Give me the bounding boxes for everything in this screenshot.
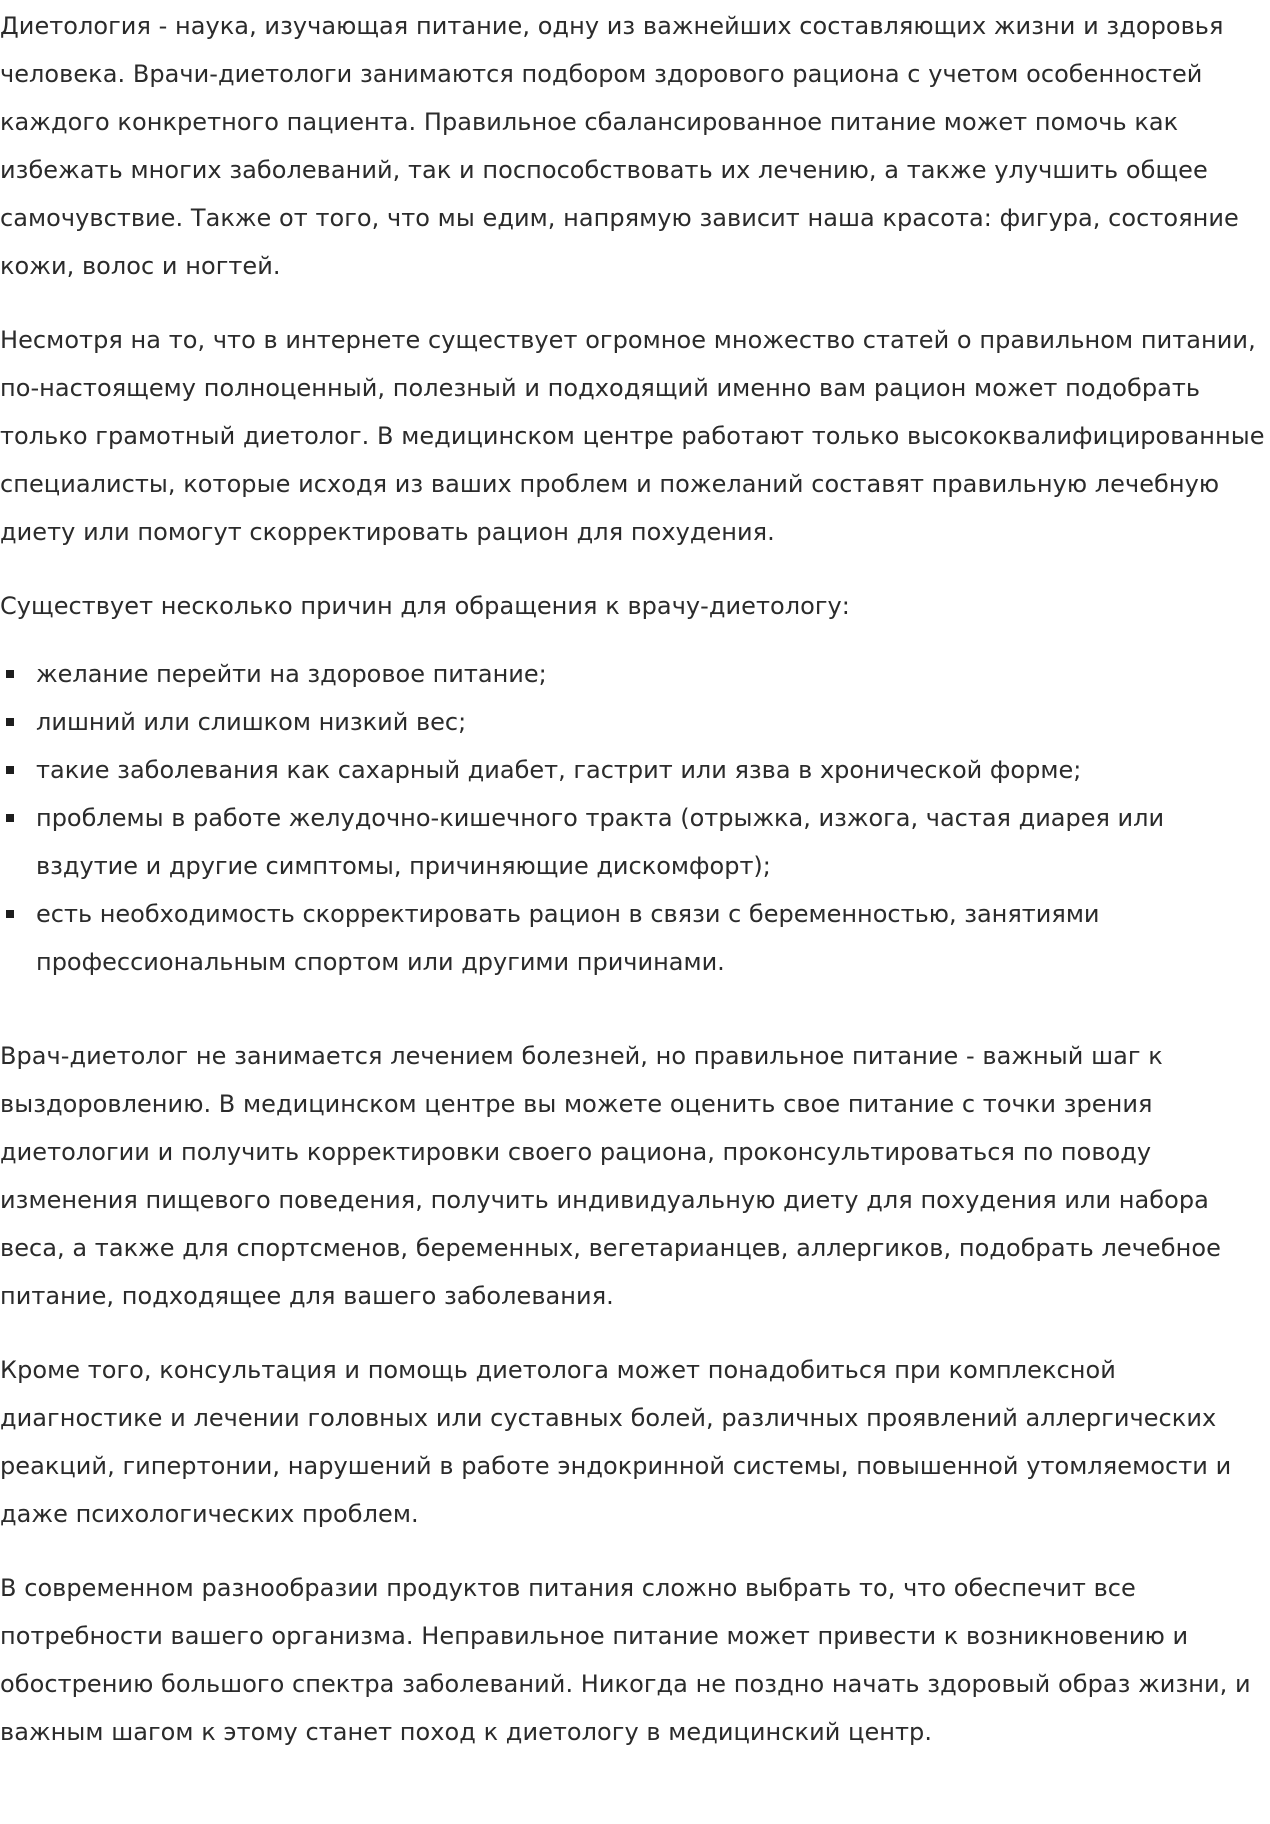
intro-paragraph: Диетология - наука, изучающая питание, одну из важнейших составляющих жизни и здоровья человека. Врачи-диетологи занимаются подбором здорового рациона с учетом особенностей каждого конкретного пациента. Правильное сбалансированное питание может помочь как избежать многих заболеваний, так и поспособствовать их лечению, а также улучшить общее самочувствие. Также от того, что мы едим, напрямую зависит наша красота: фигура, состояние кожи, волос и ногтей. xyxy=(0,12,1239,280)
reasons-intro: Существует несколько причин для обращения к врачу-диетологу: xyxy=(0,592,850,620)
list-item-text: проблемы в работе желудочно-кишечного тракта (отрыжка, изжога, частая диарея или вздутие и другие симптомы, причиняющие дискомфорт); xyxy=(36,804,1165,880)
conclusion-paragraph: В современном разнообразии продуктов питания сложно выбрать то, что обеспечит все потребности вашего организма. Неправильное питание может привести к возникновению и обострению большого спектра заболеваний. Никогда не поздно начать здоровый образ жизни, и важным шагом к этому станет поход к диетологу в медицинский центр. xyxy=(0,1574,1251,1746)
list-item xyxy=(0,890,1270,986)
square-bullet-icon xyxy=(6,814,14,822)
square-bullet-icon xyxy=(6,718,14,726)
doctor-role-paragraph: Врач-диетолог не занимается лечением болезней, но правильное питание - важный шаг к выздоровлению. В медицинском центре вы можете оценить свое питание с точки зрения диетологии и получить корректировки своего рациона, проконсультироваться по поводу изменения пищевого поведения, получить индивидуальную диету для похудения или набора веса, а также для спортсменов, беременных, вегетарианцев, аллергиков, подобрать лечебное питание, подходящее для вашего заболевания. xyxy=(0,1042,1221,1310)
additional-help-paragraph: Кроме того, консультация и помощь диетолога может понадобиться при комплексной диагностике и лечении головных или суставных болей, различных проявлений аллергических реакций, гипертонии, нарушений в работе эндокринной системы, повышенной утомляемости и даже психологических проблем. xyxy=(0,1356,1232,1528)
square-bullet-icon xyxy=(6,766,14,774)
list-item-text: такие заболевания как сахарный диабет, гастрит или язва в хронической форме; xyxy=(36,756,1082,784)
reasons-list xyxy=(0,650,1270,1008)
list-item xyxy=(0,794,1270,890)
list-item-text: есть необходимость скорректировать рацион в связи с беременностью, занятиями профессиональным спортом или другими причинами. xyxy=(36,900,1100,976)
specialists-paragraph: Несмотря на то, что в интернете существует огромное множество статей о правильном питании, по-настоящему полноценный, полезный и подходящий именно вам рацион может подобрать только грамотный диетолог. В медицинском центре работают только высококвалифицированные специалисты, которые исходя из ваших проблем и пожеланий составят правильную лечебную диету или помогут скорректировать рацион для похудения. xyxy=(0,326,1265,546)
square-bullet-icon xyxy=(6,670,14,678)
list-item xyxy=(0,650,1270,698)
square-bullet-icon xyxy=(6,910,14,918)
list-item xyxy=(0,698,1270,746)
list-item-text: желание перейти на здоровое питание; xyxy=(36,660,547,688)
list-item-text: лишний или слишком низкий вес; xyxy=(36,708,467,736)
list-item xyxy=(0,746,1270,794)
